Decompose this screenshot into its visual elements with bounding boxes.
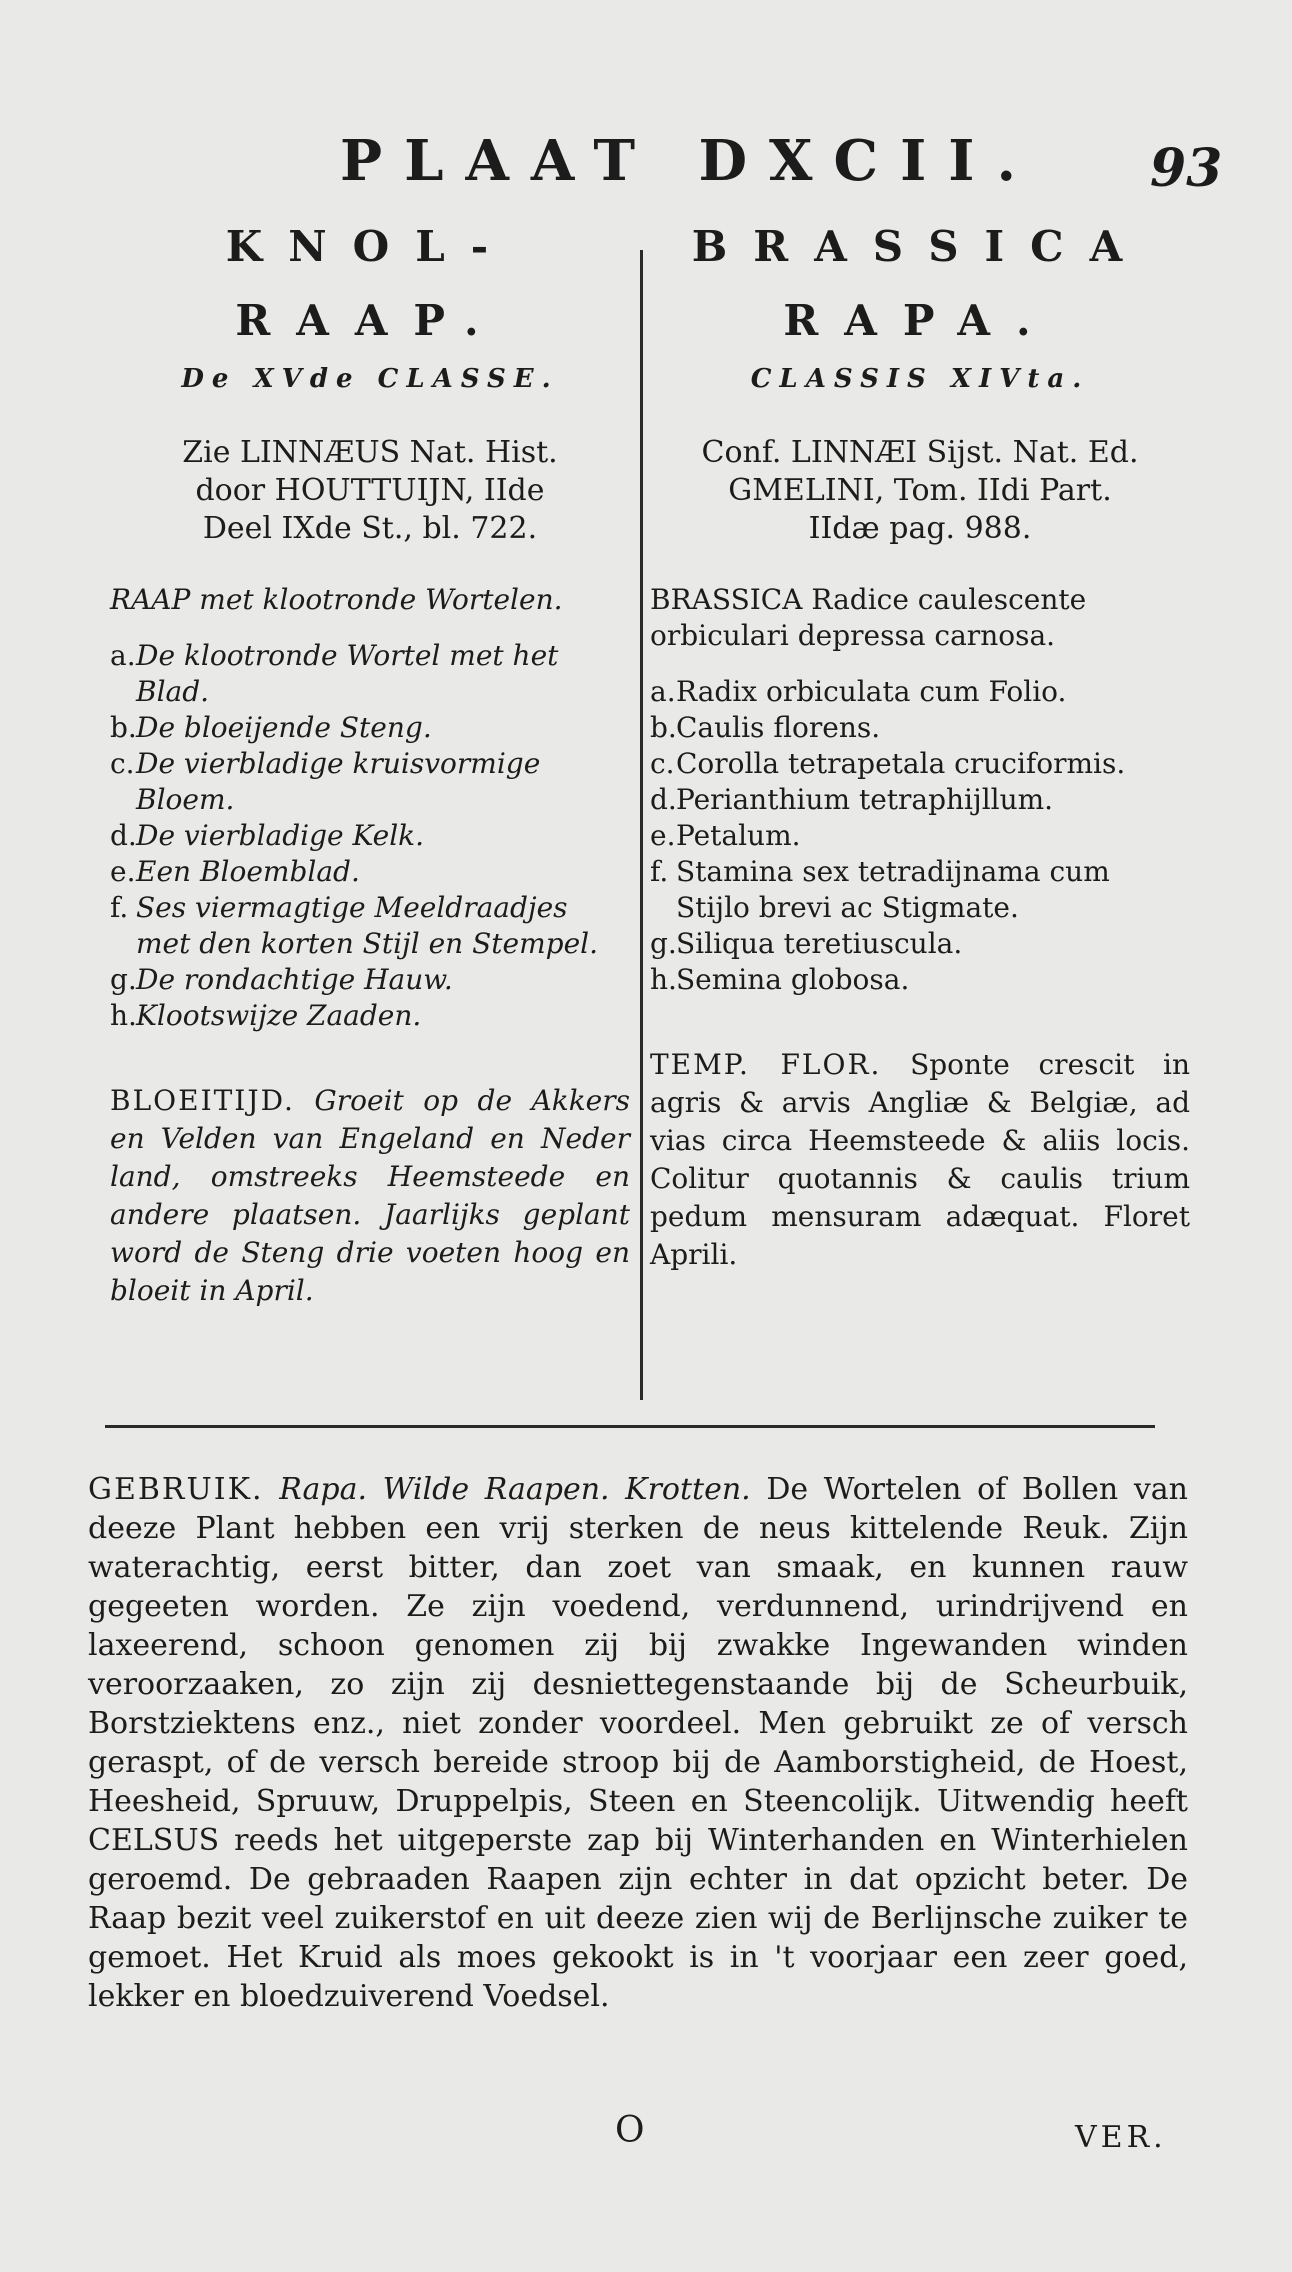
list-item xyxy=(110,890,630,962)
part-letter: a. xyxy=(650,675,676,708)
dutch-reference-line: Zie LINNÆUS Nat. Hist. xyxy=(182,435,558,470)
list-item xyxy=(650,674,1190,710)
part-letter: a. xyxy=(110,639,136,672)
dutch-classe: De XVde CLASSE. xyxy=(181,364,559,394)
part-letter: h. xyxy=(650,963,677,996)
part-text: Semina globosa. xyxy=(676,963,910,996)
dutch-title-line-1: KNOL- xyxy=(225,222,515,271)
list-item xyxy=(650,782,1190,818)
part-text: De klootronde Wortel met het Blad. xyxy=(136,639,559,708)
part-letter: b. xyxy=(650,711,677,744)
part-letter: g. xyxy=(650,927,677,960)
part-letter: e. xyxy=(110,855,136,888)
list-item xyxy=(110,710,630,746)
part-text: Caulis florens. xyxy=(676,711,881,744)
page-header xyxy=(0,128,1292,198)
list-item xyxy=(110,818,630,854)
latin-classis: CLASSIS XIVta. xyxy=(750,364,1090,394)
list-item xyxy=(650,818,1190,854)
list-item xyxy=(110,746,630,818)
list-item xyxy=(110,962,630,998)
part-text: Stamina sex tetradijnama cum Stijlo brevi ac Stigmate. xyxy=(676,855,1110,924)
list-item xyxy=(650,926,1190,962)
catchword: VER. xyxy=(1075,2120,1167,2155)
part-letter: f. xyxy=(110,891,129,924)
list-item xyxy=(110,998,630,1034)
flowering-label: TEMP. FLOR. xyxy=(650,1048,882,1081)
list-item xyxy=(650,746,1190,782)
latin-reference-line: Conf. LINNÆI Sijst. Nat. Ed. xyxy=(701,435,1139,470)
page-number: 93 xyxy=(1150,138,1223,199)
dutch-flowering-time xyxy=(110,1082,630,1310)
latin-parts-list xyxy=(650,674,1190,998)
part-letter: g. xyxy=(110,963,137,996)
latin-flowering-time xyxy=(650,1046,1190,1274)
column-divider xyxy=(640,250,643,1400)
part-text: De vierbladige Kelk. xyxy=(136,819,425,852)
part-text: Corolla tetrapetala cruciformis. xyxy=(676,747,1126,780)
part-text: Klootswijze Zaaden. xyxy=(136,999,422,1032)
part-text: Siliqua teretiuscula. xyxy=(676,927,963,960)
dutch-title-line-2: RAAP. xyxy=(235,296,505,345)
list-item xyxy=(110,638,630,710)
list-item xyxy=(110,854,630,890)
list-item xyxy=(650,962,1190,998)
usage-intro: Rapa. Wilde Raapen. Krotten. xyxy=(279,1472,751,1507)
plate-title: PLAAT DXCII. xyxy=(340,128,1038,194)
part-letter: c. xyxy=(110,747,135,780)
latin-title-line-2: RAPA. xyxy=(783,296,1057,345)
part-letter: d. xyxy=(650,783,677,816)
part-letter: b. xyxy=(110,711,137,744)
part-text: Een Bloemblad. xyxy=(136,855,360,888)
part-text: Radix orbiculata cum Folio. xyxy=(676,675,1067,708)
part-letter: h. xyxy=(110,999,137,1032)
signature-mark: O xyxy=(615,2110,645,2151)
latin-column xyxy=(650,210,1190,1274)
section-rule xyxy=(105,1425,1155,1428)
part-letter: e. xyxy=(650,819,676,852)
flowering-label: BLOEITIJD. xyxy=(110,1084,295,1117)
part-text: Perianthium tetraphijllum. xyxy=(676,783,1054,816)
usage-label: GEBRUIK. xyxy=(88,1472,264,1507)
dutch-parts-list xyxy=(110,638,630,1034)
part-text: Petalum. xyxy=(676,819,801,852)
part-letter: d. xyxy=(110,819,137,852)
latin-reference xyxy=(650,434,1190,564)
dutch-reference-line: Deel IXde St., bl. 722. xyxy=(202,511,538,546)
part-letter: f. xyxy=(650,855,669,888)
dutch-reference xyxy=(110,434,630,564)
dutch-heading: RAAP met klootronde Wortelen. xyxy=(110,583,563,616)
latin-reference-line: IIdæ pag. 988. xyxy=(808,511,1032,546)
part-text: Ses viermagtige Meeldraadjes met den korten Stijl en Stempel. xyxy=(136,891,598,960)
latin-heading: BRASSICA Radice caulescente orbiculari depressa carnosa. xyxy=(650,583,1087,652)
latin-title-line-1: BRASSICA xyxy=(691,222,1149,271)
dutch-column xyxy=(110,210,630,1310)
list-item xyxy=(650,710,1190,746)
list-item xyxy=(650,854,1190,926)
flowering-text: Groeit op de Akkers en Velden van Engeland en Neder land, omstreeks Heemsteede en andere plaatsen. Jaarlijks geplant word de Steng drie voeten hoog en bloeit in April. xyxy=(110,1084,630,1307)
usage-text: De Wortelen of Bollen van deeze Plant hebben een vrij sterken de neus kittelende Reuk. Zijn waterachtig, eerst bitter, dan zoet van smaak, en kunnen rauw gegeeten worden. Ze zijn voedend, verdunnend, urindrijvend en laxeerend, schoon genomen zij bij zwakke Ingewanden winden veroorzaaken, zo zijn zij desniettegenstaande bij de Scheurbuik, Borstziektens enz., niet zonder voordeel. Men gebruikt ze of versch geraspt, of de versch bereide stroop bij de Aamborstigheid, de Hoest, Heesheid, Spruuw, Druppelpis, Steen en Steencolijk. Uitwendig heeft CELSUS reeds het uitgeperste zap bij Winterhanden en Winterhielen geroemd. De gebraaden Raapen zijn echter in dat opzicht beter. De Raap bezit veel zuikerstof en uit deeze zien wij de Berlijnsche zuiker te gemoet. Het Kruid als moes gekookt is in 't voorjaar een zeer goed, lekker en bloedzuiverend Voedsel. xyxy=(88,1472,1188,2014)
usage-paragraph xyxy=(88,1470,1188,2016)
part-text: De rondachtige Hauw. xyxy=(136,963,453,996)
latin-reference-line: GMELINI, Tom. IIdi Part. xyxy=(728,473,1112,508)
part-text: De bloeijende Steng. xyxy=(136,711,432,744)
dutch-reference-line: door HOUTTUIJN, IIde xyxy=(195,473,545,508)
part-letter: c. xyxy=(650,747,675,780)
flowering-text: Sponte crescit in agris & arvis Angliæ & Belgiæ, ad vias circa Heemsteede & aliis locis. Colitur quotannis & caulis trium pedum mensuram adæquat. Floret Aprili. xyxy=(650,1048,1190,1271)
part-text: De vierbladige kruisvormige Bloem. xyxy=(136,747,541,816)
